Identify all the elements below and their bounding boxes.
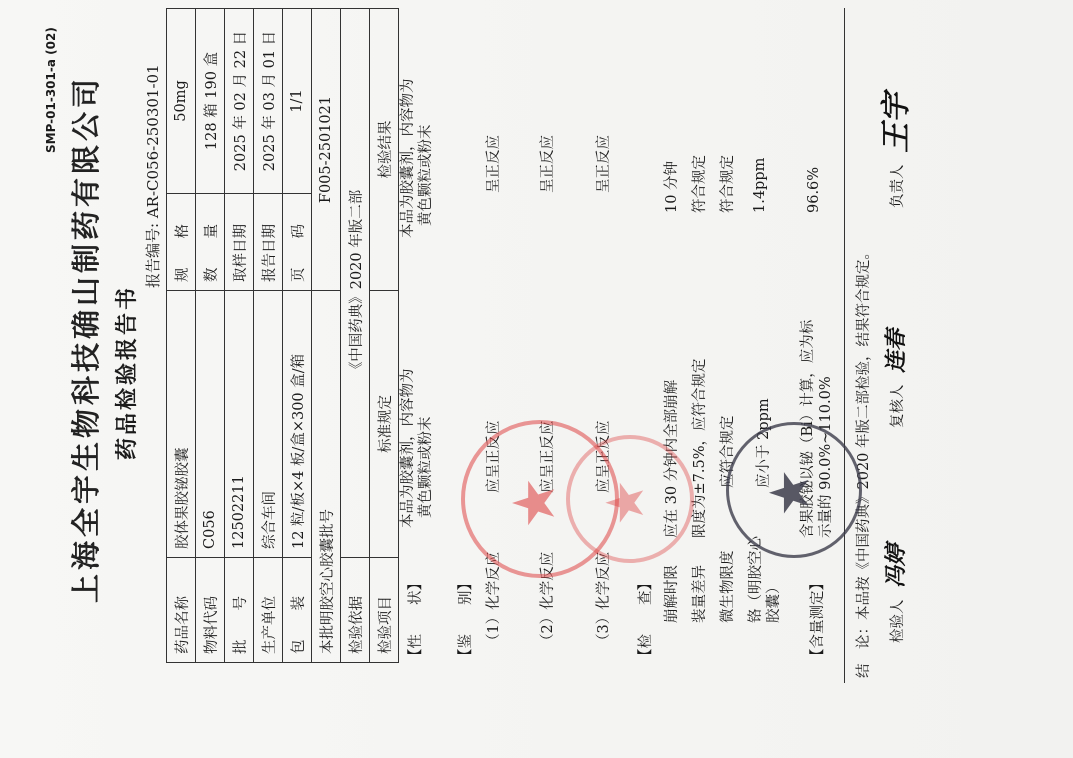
item-result: 呈正反应 (540, 135, 556, 193)
star-icon: ★ (758, 468, 821, 517)
item-std: 应符合规定 (720, 415, 736, 488)
item-std: 应呈正反应 (486, 420, 502, 493)
basis-label: 检验依据 (341, 558, 370, 663)
col-std-header: 标准规定 (370, 291, 399, 558)
item-result: 本品为胶囊剂，内容物为 (400, 78, 416, 238)
company-name: 上海全宇生物科技确山制药有限公司 (69, 74, 103, 603)
info-label: 报告日期 (254, 194, 283, 291)
info-value: 胶体果胶铋胶囊 (167, 291, 196, 558)
info-value: 12502211 (225, 291, 254, 558)
info-value: 12 粒/板×4 板/盒×300 盒/箱 (283, 291, 312, 558)
info-value: 128 箱 190 盒 (196, 9, 225, 194)
star-icon: ★ (596, 479, 656, 526)
header-row (370, 9, 399, 663)
item-result: 1.4ppm (752, 157, 768, 213)
capsule-batch-label: 本批明胶空心胶囊批号 (312, 291, 341, 663)
divider (844, 8, 845, 683)
item-std: 本品为胶囊剂，内容物为 (400, 368, 416, 528)
info-value: 2025 年 02 月 22 日 (225, 9, 254, 194)
basis-value: 《中国药典》2020 年版二部 (341, 9, 370, 558)
responsible-label: 负责人 (890, 164, 906, 208)
item-result: 呈正反应 (486, 135, 502, 193)
info-value: C056 (196, 291, 225, 558)
item-result: 符合规定 (692, 155, 708, 213)
item-std: 应在 30 分钟内全部崩解 (664, 379, 680, 538)
report-number: 报告编号: AR-C056-250301-01 (144, 64, 162, 288)
info-row (167, 9, 196, 663)
inspector-label: 检验人 (890, 599, 906, 643)
conclusion: 结 论：本品按《中国药典》2020 年版二部检验，结果符合规定。 (856, 244, 872, 678)
star-icon: ★ (500, 477, 568, 529)
info-label: 物料代码 (196, 558, 225, 663)
info-label: 生产单位 (254, 558, 283, 663)
doc-code: SMP-01-301-a (02) (44, 27, 58, 153)
red-seal (566, 435, 694, 563)
info-label: 药品名称 (167, 558, 196, 663)
info-value: 50mg (167, 9, 196, 194)
item-label: 铬（明胶空心 (748, 536, 764, 623)
capsule-batch-value: F005-2501021 (312, 9, 341, 291)
info-row (196, 9, 225, 663)
item-label: （3）化学反应 (596, 551, 612, 648)
col-item-header: 检验项目 (370, 558, 399, 663)
info-row (283, 9, 312, 663)
inspector-signature: 冯婷 (883, 543, 909, 588)
item-label: 【性 状】 (408, 576, 424, 663)
info-row (225, 9, 254, 663)
item-std: 限度为±7.5%，应符合规定 (692, 358, 708, 538)
item-label: 微生物限度 (720, 550, 736, 623)
item-label: 胶囊） (766, 579, 782, 623)
info-label: 规 格 (167, 194, 196, 291)
item-std: 应呈正反应 (540, 420, 556, 493)
info-table (166, 8, 399, 663)
section-inspection: 【检 查】 (638, 576, 654, 663)
info-label: 页 码 (283, 194, 312, 291)
info-label: 包 装 (283, 558, 312, 663)
info-row (341, 9, 370, 663)
item-std: 应呈正反应 (596, 420, 612, 493)
item-result: 96.6% (806, 166, 822, 213)
info-row (254, 9, 283, 663)
reviewer-signature: 连春 (883, 328, 909, 373)
info-value: 1/1 (283, 9, 312, 194)
item-std: 应小于 2ppm (756, 398, 772, 488)
item-std: 含果胶铋以铋（Bi）计算，应为标 (800, 319, 816, 538)
item-label: 崩解时限 (664, 565, 680, 623)
item-result: 黄色颗粒或粉末 (418, 124, 434, 226)
item-label: 装量差异 (692, 565, 708, 623)
item-std: 示量的 90.0%~110.0% (818, 376, 834, 538)
item-label: （2）化学反应 (540, 551, 556, 648)
reviewer-label: 复核人 (890, 384, 906, 428)
responsible-signature: 王宇 (879, 93, 914, 153)
dark-seal (726, 422, 862, 558)
col-result-header: 检验结果 (370, 9, 399, 291)
report-title: 药品检验报告书 (115, 284, 140, 460)
section-assay: 【含量测定】 (810, 576, 826, 663)
section-identification: 【鉴 别】 (458, 576, 474, 663)
info-value: 综合车间 (254, 291, 283, 558)
item-label: （1）化学反应 (486, 551, 502, 648)
report-document (36, 18, 1036, 718)
item-std: 黄色颗粒或粉末 (418, 416, 434, 518)
info-value: 2025 年 03 月 01 日 (254, 9, 283, 194)
item-result: 符合规定 (720, 155, 736, 213)
info-label: 取样日期 (225, 194, 254, 291)
item-result: 10 分钟 (664, 160, 680, 213)
info-label: 批 号 (225, 558, 254, 663)
item-result: 呈正反应 (596, 135, 612, 193)
info-row (312, 9, 341, 663)
info-label: 数 量 (196, 194, 225, 291)
